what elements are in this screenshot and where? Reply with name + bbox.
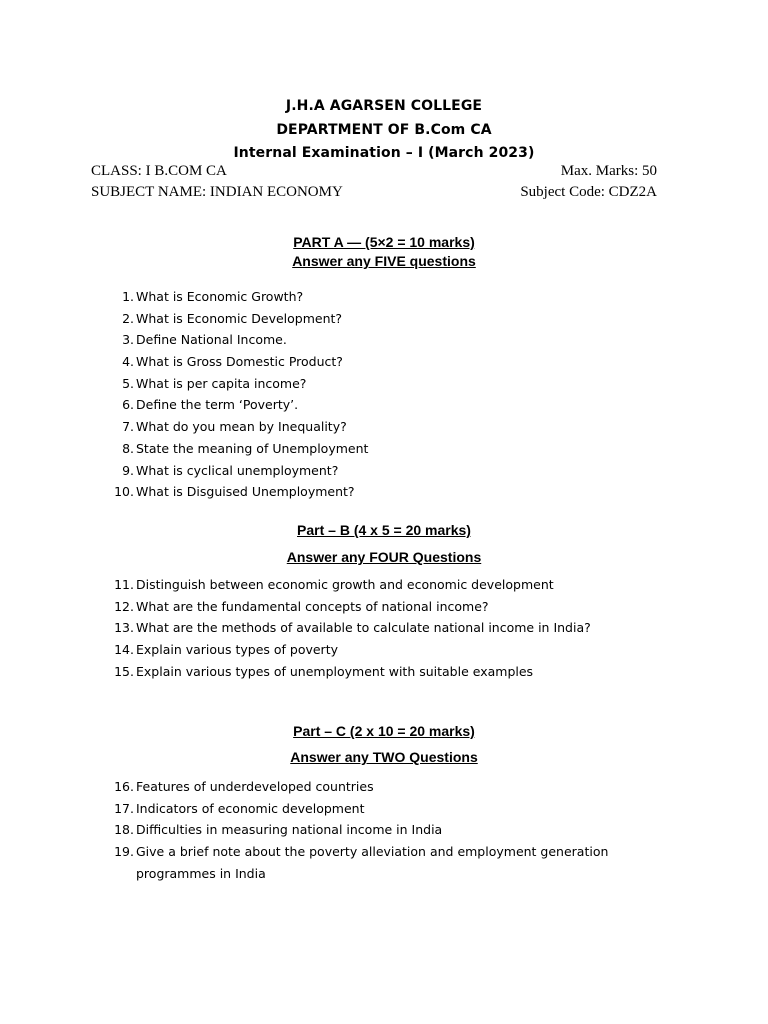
part-b-question-list (110, 574, 591, 682)
question-text: State the meaning of Unemployment (136, 440, 369, 456)
question-item (110, 438, 368, 460)
question-text: Explain various types of poverty (136, 642, 338, 658)
question-number: 10. (114, 484, 134, 500)
question-text: What are the fundamental concepts of national income? (136, 598, 489, 614)
question-item (110, 798, 681, 820)
question-item (110, 373, 368, 395)
question-number: 6. (122, 397, 134, 413)
question-text: What is Disguised Unemployment? (136, 484, 355, 500)
question-text: Give a brief note about the poverty alleviation and employment generation programmes in India (136, 844, 609, 881)
question-item (110, 776, 681, 798)
subject-name: SUBJECT NAME: INDIAN ECONOMY (91, 184, 343, 200)
question-item (110, 329, 368, 351)
question-item (110, 661, 591, 683)
question-item (110, 596, 591, 618)
question-number: 2. (122, 310, 134, 326)
part-b-instruction: Answer any FOUR Questions (286, 549, 482, 565)
part-b-title: Part – B (4 x 5 = 20 marks) (297, 522, 471, 538)
part-a-instruction: Answer any FIVE questions (292, 253, 476, 269)
question-text: What is Economic Growth? (136, 289, 304, 304)
question-number: 4. (122, 354, 134, 370)
question-number: 11. (114, 577, 134, 592)
question-text: What do you mean by Inequality? (136, 419, 347, 435)
question-number: 15. (114, 663, 134, 679)
question-number: 18. (114, 822, 134, 838)
class-label: CLASS: I B.COM CA (91, 163, 227, 179)
question-number: 5. (122, 375, 134, 391)
question-item (110, 574, 591, 596)
question-number: 16. (114, 779, 134, 794)
question-number: 7. (122, 419, 134, 435)
exam-title: Internal Examination – I (March 2023) (233, 145, 535, 161)
question-number: 12. (114, 598, 134, 614)
question-item (110, 819, 681, 841)
question-number: 3. (122, 332, 134, 348)
question-text: Distinguish between economic growth and economic development (136, 577, 554, 592)
department-name: DEPARTMENT OF B.Com CA (276, 122, 492, 138)
question-item (110, 481, 368, 503)
part-c-instruction: Answer any TWO Questions (290, 749, 478, 765)
max-marks: Max. Marks: 50 (560, 163, 657, 179)
question-item (110, 841, 681, 884)
question-number: 14. (114, 642, 134, 658)
question-item (110, 351, 368, 373)
question-item (110, 460, 368, 482)
question-text: What is per capita income? (136, 375, 307, 391)
question-text: What is cyclical unemployment? (136, 462, 339, 478)
part-c-title: Part – C (2 x 10 = 20 marks) (293, 723, 475, 739)
question-text: What are the methods of available to calculate national income in India? (136, 620, 591, 636)
question-number: 13. (114, 620, 134, 636)
question-item (110, 416, 368, 438)
question-text: Indicators of economic development (136, 800, 365, 816)
question-number: 19. (114, 844, 134, 860)
question-item (110, 286, 368, 308)
question-text: Features of underdeveloped countries (136, 779, 374, 794)
question-number: 17. (114, 800, 134, 816)
question-text: Explain various types of unemployment with suitable examples (136, 663, 534, 679)
college-name: J.H.A AGARSEN COLLEGE (285, 98, 483, 114)
question-number: 9. (122, 462, 134, 478)
question-item (110, 394, 368, 416)
question-number: 8. (122, 440, 134, 456)
question-item (110, 308, 368, 330)
question-text: Difficulties in measuring national income in India (136, 822, 443, 838)
question-text: What is Gross Domestic Product? (136, 354, 343, 370)
question-item (110, 639, 591, 661)
question-number: 1. (122, 289, 134, 304)
question-item (110, 617, 591, 639)
question-text: Define National Income. (136, 332, 287, 348)
part-c-question-list (110, 776, 681, 884)
part-a-title: PART A — (5×2 = 10 marks) (293, 234, 475, 250)
question-text: What is Economic Development? (136, 310, 343, 326)
part-a-question-list (110, 286, 368, 503)
subject-code: Subject Code: CDZ2A (520, 184, 657, 200)
question-text: Define the term ‘Poverty’. (136, 397, 299, 413)
